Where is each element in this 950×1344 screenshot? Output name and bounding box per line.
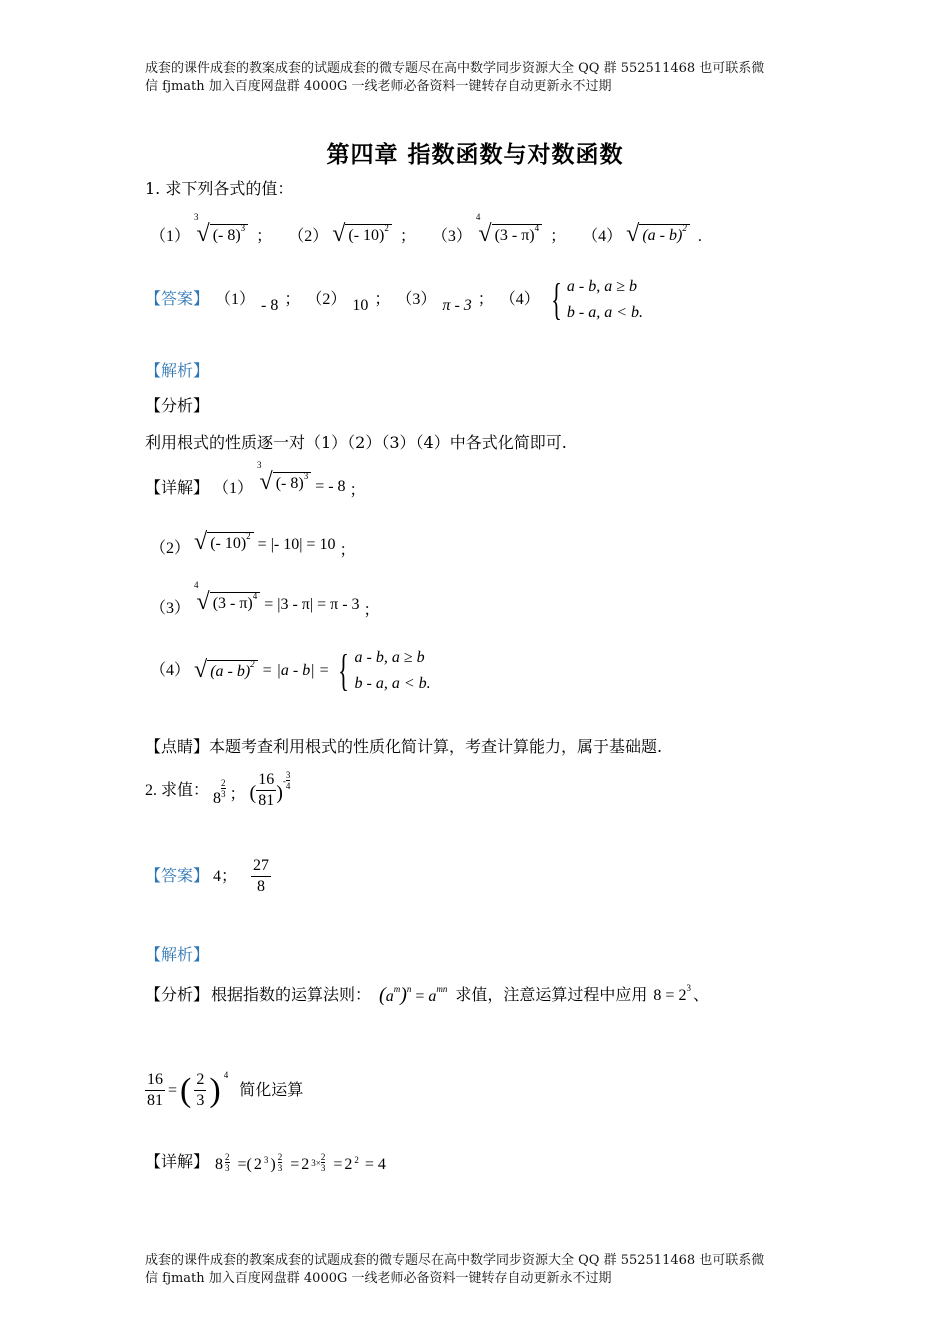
detail-label: 【详解】 <box>145 1154 210 1171</box>
separator: ； <box>284 291 301 308</box>
answer-2: 10 <box>352 297 369 314</box>
radical-icon: √ <box>626 221 640 247</box>
exponent: 4 <box>534 223 540 233</box>
case-1: a - b, a ≥ b <box>566 278 638 295</box>
q2-fenxi <box>145 984 709 1007</box>
q1-stem: 1. 求下列各式的值： <box>145 179 294 198</box>
q2-detail: 【详解】 8 $\frac{2}{3}$ =( 2 3 ) $\frac{2}{3}$ = 2 3× $\frac{2}{3}$ = 2 2 = 4 <box>145 1152 386 1173</box>
exp-den: 4 <box>285 781 291 791</box>
exp: 2 <box>354 1155 359 1165</box>
fraction-16-81 <box>145 1070 165 1111</box>
answer-3: π - 3 <box>442 297 472 314</box>
q1-expr-4 <box>626 222 690 248</box>
q2-fraction-identity: $\frac{16}{81}$ = ( $\frac{2}{3}$ ) 4 简化运算 <box>147 1070 304 1109</box>
header-line-1: 成套的课件成套的教案成套的试题成套的微专题尽在高中数学同步资源大全 QQ 群 552511468 也可联系微 <box>145 61 765 76</box>
q1-expressions <box>150 212 702 248</box>
q2-jiexi: 【解析】 <box>145 945 210 964</box>
header-line-2: 信 fjmath 加入百度网盘群 4000G 一线老师必备资料一键转存自动更新永不过期 <box>145 79 612 94</box>
radicand: (- 8) <box>275 475 304 492</box>
answer-label-4: （4） <box>499 291 540 308</box>
footer-watermark <box>145 1252 815 1288</box>
exponent: 3 <box>240 223 246 233</box>
detail-result: = 4 <box>364 1156 386 1173</box>
eq-8-exp: 3 <box>686 982 691 993</box>
footer-line-1: 成套的课件成套的教案成套的试题成套的微专题尽在高中数学同步资源大全 QQ 群 552511468 也可联系微 <box>145 1253 765 1268</box>
q1-label-4: （4） <box>582 228 623 245</box>
answer-label: 【答案】 <box>145 867 210 885</box>
radical-index: 3 <box>194 212 199 222</box>
q1-dianjing: 【点睛】本题考查利用根式的性质化简计算，考查计算能力，属于基础题. <box>145 737 663 756</box>
base: 8 <box>213 789 222 807</box>
q1-detail-2 <box>150 530 355 562</box>
detail-4-cases <box>333 645 430 697</box>
radical-index: 4 <box>194 580 199 590</box>
radical-icon: √ <box>259 469 273 495</box>
q1-fenxi-label: 【分析】 <box>145 396 210 415</box>
radicand: (- 10) <box>210 535 247 552</box>
radicand: (- 10) <box>348 227 385 244</box>
radicand: (3 - π) <box>494 227 535 244</box>
fraction-2-3 <box>194 1070 206 1111</box>
header-watermark <box>145 60 815 96</box>
rule-n: n <box>406 984 412 994</box>
footer-line-2: 信 fjmath 加入百度网盘群 4000G 一线老师必备资料一键转存自动更新永不过期 <box>145 1271 612 1286</box>
eq-8 <box>653 982 691 1005</box>
radicand: (- 8) <box>212 227 241 244</box>
exponent: 2 <box>250 659 255 669</box>
answer-label: 【答案】 <box>145 291 210 308</box>
exp-den: 3 <box>277 1163 283 1173</box>
left-paren: ( <box>249 782 257 804</box>
q2-stem <box>145 770 290 811</box>
separator: ； <box>374 291 391 308</box>
separator: ； <box>349 482 366 499</box>
detail-2-result: = |- 10| = 10 <box>257 536 336 553</box>
fenxi-label: 【分析】 <box>145 986 210 1004</box>
simplify-text: 简化运算 <box>239 1081 304 1099</box>
detail-1-result: = - 8 <box>315 478 346 495</box>
radical-index: 4 <box>475 212 481 222</box>
q2-expr-1 <box>213 774 226 808</box>
radicand: (a - b) <box>210 663 251 680</box>
q1-detail-1 <box>145 460 366 502</box>
chapter-title: 第四章 指数函数与对数函数 <box>326 141 624 168</box>
exponent: 4 <box>223 1070 229 1080</box>
fenxi-text: 根据指数的运算法则： <box>211 986 372 1004</box>
left-paren: ( <box>180 1071 192 1109</box>
fenxi-tail: 求值，注意运算过程中应用 <box>455 986 648 1004</box>
q1-analysis: 利用根式的性质逐一对（1）（2）（3）（4）中各式化简即可. <box>145 433 567 452</box>
case-1: a - b, a ≥ b <box>354 649 425 666</box>
separator: ； <box>339 542 356 559</box>
exp-num: 2 <box>225 1152 230 1162</box>
case-end: . <box>426 675 431 692</box>
frac-den: 8 <box>257 878 266 895</box>
exponent: 3 <box>303 471 309 481</box>
radical-icon: √ <box>196 589 210 615</box>
end-period: . <box>697 228 702 245</box>
answer-label-1: （1） <box>215 291 256 308</box>
exp-den: 3 <box>225 1163 230 1173</box>
frac-num: 16 <box>256 770 276 791</box>
q1-expr-2 <box>332 222 392 248</box>
detail-label-3: （3） <box>150 600 191 617</box>
exp-num: 2 <box>277 1152 283 1162</box>
left-brace-icon: { <box>551 275 562 324</box>
base-two: 2 <box>301 1156 310 1173</box>
exp-num: 3 <box>285 770 291 780</box>
rule-base: a <box>428 988 437 1005</box>
frac-num: 27 <box>251 856 271 877</box>
base-two: 2 <box>253 1156 262 1173</box>
detail-label-2: （2） <box>150 540 191 557</box>
answer-label-3: （3） <box>396 291 437 308</box>
case-2: b - a, a < b <box>354 675 427 692</box>
q1-expr-3 <box>475 212 542 248</box>
answer-2-fraction <box>251 856 271 897</box>
radicand: (a - b) <box>642 227 683 244</box>
exponent: 2 <box>682 223 687 233</box>
rule-base: a <box>385 988 394 1005</box>
detail-3-result: = |3 - π| = π - 3 <box>264 596 360 613</box>
answer-label-2: （2） <box>306 291 347 308</box>
answer-4-cases <box>546 274 643 326</box>
q1-jiexi: 【解析】 <box>145 361 210 380</box>
detail-4-abs: = |a - b| = <box>261 662 330 679</box>
separator: ； <box>550 228 567 245</box>
q1-detail-3 <box>150 580 380 622</box>
answer-1: - 8 <box>261 297 279 314</box>
radical-icon: √ <box>194 529 208 555</box>
q1-label-3: （3） <box>431 228 472 245</box>
separator: ； <box>477 291 494 308</box>
radical-icon: √ <box>194 657 208 683</box>
q1-label-1: （1） <box>150 228 191 245</box>
separator: ； <box>229 785 246 803</box>
detail-label: 【详解】 <box>145 480 210 497</box>
rule-m: m <box>393 984 401 994</box>
q2-expr-2 <box>250 770 291 811</box>
frac-den: 81 <box>258 792 275 809</box>
exp-num: 2 <box>221 777 226 788</box>
exp-prefix: 3× <box>311 1157 321 1168</box>
radicand: (3 - π) <box>212 595 253 612</box>
base-two: 2 <box>344 1156 353 1173</box>
exp-sign: - <box>282 775 286 786</box>
fraction <box>256 770 276 811</box>
power-rule: $(a^m)^n = a^{mn}$ <box>379 984 448 1006</box>
base: 8 <box>215 1156 224 1173</box>
exp: 3 <box>263 1155 269 1165</box>
exponent: 2 <box>384 223 389 233</box>
detail-label-4: （4） <box>150 662 191 679</box>
separator: ； <box>256 228 273 245</box>
radical-index: 3 <box>257 460 262 470</box>
exp-num: 2 <box>320 1152 326 1162</box>
frac-num: 16 <box>145 1070 165 1091</box>
q1-answer <box>145 274 643 326</box>
frac-num: 2 <box>194 1070 206 1091</box>
eq-8-text: 8 = 2 <box>653 986 687 1004</box>
case-2: b - a, a < b <box>566 304 640 321</box>
rule-mn: mn <box>436 984 448 994</box>
comma: 、 <box>692 986 709 1004</box>
right-paren: ) <box>276 782 283 804</box>
exponent: 4 <box>252 591 258 601</box>
frac-den: 3 <box>196 1092 205 1109</box>
frac-den: 81 <box>147 1092 163 1109</box>
left-brace-icon: { <box>338 646 350 695</box>
q2-answer <box>145 856 271 897</box>
radical-icon: √ <box>478 221 492 247</box>
right-paren: ) <box>209 1071 221 1109</box>
exponent: 2 <box>246 531 251 541</box>
detail-label-1: （1） <box>213 480 254 497</box>
radical-icon: √ <box>332 221 346 247</box>
radical-icon: √ <box>196 221 210 247</box>
answer-1: 4； <box>213 867 238 885</box>
q1-expr-1 <box>194 212 248 248</box>
separator: ； <box>399 228 416 245</box>
q2-stem-text: 2. 求值： <box>145 781 210 799</box>
q1-detail-4 <box>150 645 431 697</box>
exp-den: 3 <box>320 1163 326 1173</box>
separator: ； <box>363 602 380 619</box>
exp-den: 3 <box>221 788 226 799</box>
q1-label-2: （2） <box>288 228 329 245</box>
case-end: . <box>639 304 644 321</box>
